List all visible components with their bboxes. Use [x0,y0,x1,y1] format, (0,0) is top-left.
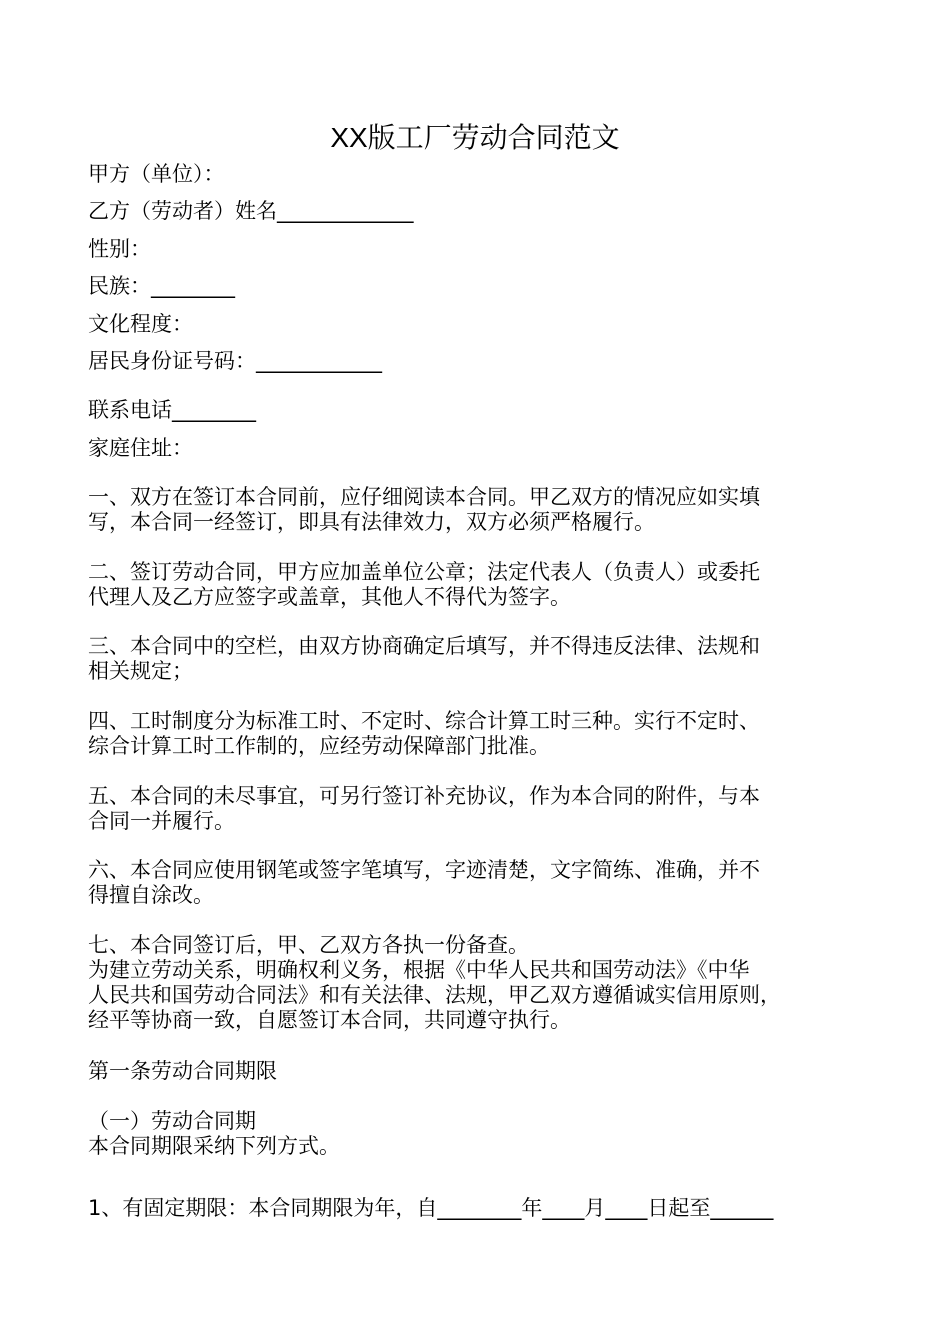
note-line: 综合计算工时工作制的，应经劳动保障部门批准。 [88,734,550,758]
preamble-line: 人民共和国劳动合同法》和有关法律、法规，甲乙双方遵循诚实信用原则， [88,983,781,1007]
party-b-name-field: 乙方（劳动者）姓名_____________ [88,199,414,223]
article-1-item-1: 1、有固定期限：本合同期限为年，自________年____月____日起至______ [88,1196,774,1220]
article-1-sub-heading: （一）劳动合同期 [88,1109,256,1133]
address-field: 家庭住址： [88,436,193,460]
note-line: 五、本合同的未尽事宜，可另行签订补充协议，作为本合同的附件，与本 [88,784,760,808]
note-line: 六、本合同应使用钢笔或签字笔填写，字迹清楚，文字简练、准确，并不 [88,858,760,882]
article-1-intro: 本合同期限采纳下列方式。 [88,1134,340,1158]
gender-field: 性别： [88,237,151,261]
note-line: 一、双方在签订本合同前，应仔细阅读本合同。甲乙双方的情况应如实填 [88,485,760,509]
preamble-line: 为建立劳动关系，明确权利义务，根据《中华人民共和国劳动法》《中华 [88,958,750,982]
note-line: 代理人及乙方应签字或盖章，其他人不得代为签字。 [88,585,571,609]
ethnicity-field: 民族：________ [88,274,235,298]
note-line: 合同一并履行。 [88,809,235,833]
note-line: 二、签订劳动合同，甲方应加盖单位公章；法定代表人（负责人）或委托 [88,560,760,584]
note-line: 得擅自涂改。 [88,883,214,907]
note-line: 写，本合同一经签订，即具有法律效力，双方必须严格履行。 [88,510,655,534]
note-paragraph-7 [88,933,868,1033]
note-paragraph-4 [88,709,868,759]
party-a-field: 甲方（单位）： [88,162,225,186]
note-line: 三、本合同中的空栏，由双方协商确定后填写，并不得违反法律、法规和 [88,634,760,658]
note-paragraph-1 [88,485,868,535]
preamble-line: 经平等协商一致，自愿签订本合同，共同遵守执行。 [88,1008,571,1032]
note-paragraph-2 [88,560,868,610]
note-line: 七、本合同签订后，甲、乙双方各执一份备查。 [88,933,529,957]
note-paragraph-6 [88,858,868,908]
note-paragraph-3 [88,634,868,684]
note-line: 四、工时制度分为标准工时、不定时、综合计算工时三种。实行不定时、 [88,709,760,733]
id-number-field: 居民身份证号码：____________ [88,349,382,373]
article-1-heading: 第一条劳动合同期限 [88,1059,277,1083]
document-title: XX版工厂劳动合同范文 [330,122,620,153]
phone-field: 联系电话________ [88,398,256,422]
note-line: 相关规定； [88,659,193,683]
note-paragraph-5 [88,784,868,834]
education-field: 文化程度： [88,312,193,336]
